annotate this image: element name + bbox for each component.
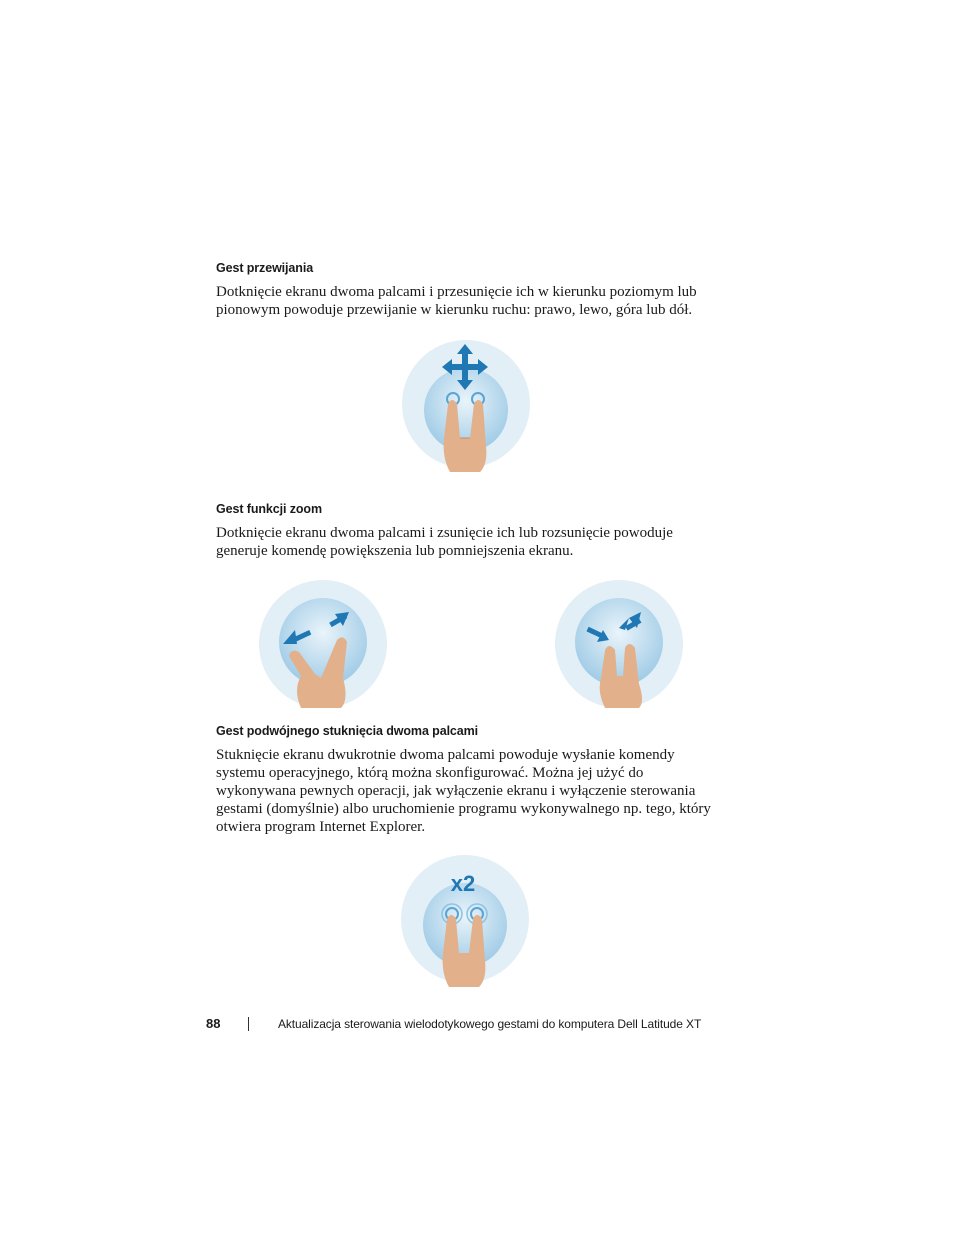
section-body-scroll: Dotknięcie ekranu dwoma palcami i przesunięcie ich w kierunku poziomym lub pionowym powoduje przewijanie w kierunku ruchu: prawo, lewo, góra lub dół. <box>216 284 697 318</box>
footer-title: Aktualizacja sterowania wielodotykowego gestami do komputera Dell Latitude XT <box>278 1017 702 1031</box>
double-tap-gesture-illustration <box>399 853 531 993</box>
section-body-zoom: Dotknięcie ekranu dwoma palcami i zsunięcie ich lub rozsunięcie powoduje generuje komendę powiększenia lub pomniejszenia ekranu. <box>216 525 673 559</box>
zoom-in-gesture-illustration <box>553 578 685 710</box>
section-heading-zoom: Gest funkcji zoom <box>216 502 322 516</box>
page-number: 88 <box>206 1016 221 1031</box>
section-heading-scroll: Gest przewijania <box>216 261 314 275</box>
scroll-gesture-illustration <box>400 338 532 478</box>
zoom-out-gesture-illustration <box>257 578 389 710</box>
double-tap-label: x2 <box>450 871 476 896</box>
section-heading-double-tap: Gest podwójnego stuknięcia dwoma palcami <box>216 724 479 738</box>
footer-separator <box>248 1017 249 1031</box>
section-body-double-tap: Stuknięcie ekranu dwukrotnie dwoma palcami powoduje wysłanie komendy systemu operacyjnego, którą można skonfigurować. Można jej użyć do wykonywana pewnych operacji, jak wyłączenie ekranu i wyłączenie sterowania gestami (domyślnie) albo uruchomienie programu wykonywalnego np. tego, który otwiera program Internet Explorer. <box>216 747 711 835</box>
